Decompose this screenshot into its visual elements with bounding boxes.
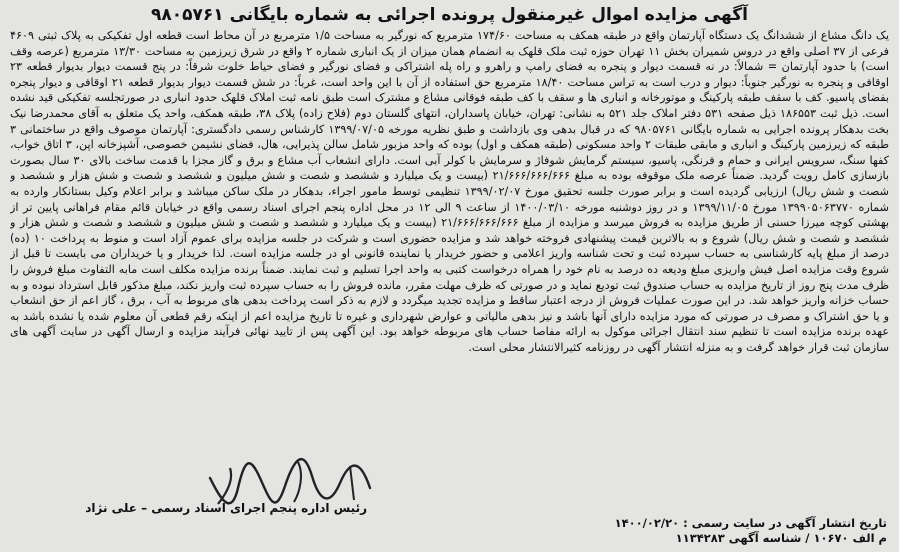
notice-ids: م الف ۱۰۶۷۰ / شناسه آگهی ۱۱۳۴۲۸۳ bbox=[675, 531, 887, 545]
publish-date: تاریخ انتشار آگهی در سایت رسمی : ۱۴۰۰/۰۲/۲۰ bbox=[614, 516, 887, 530]
notice-body: یک دانگ مشاع از ششدانگ یک دستگاه آپارتمان واقع در طبقه همکف به مساحت ۱۷۴/۶۰ مترمربع که نورگیر به مساحت ۱/۵ مترمربع در آن محاط است قطعه اول تفکیکی به پلاک ثبتی ۴۶۰۹ فرعی از ۳۷ اصلی واقع در دروس شمیران بخش ۱۱ تهران حوزه ثبت ملک قلهک به انضمام همان میزان از یک انباری شماره ۲ واقع در شرق زیرزمین به مساحت ۱۳/۳۰ مترمربع (عرصه وقف است) با حدود آپارتمان = شمالاً: در نه قسمت دیوار و پنجره به فضای رامپ و راهرو و راه پله اشتراکی و فضای نورگیر و فضای حیاط خلوت شرقاً: در پنج قسمت دیوار بدیوار قطعه ۲۳ اوقافی و پنجره به نورگیر جنوباً: دیوار و درب است به تراس مساحت ۱۸/۴۰ مترمربع حق استفاده از آن با این واحد است، غرباً: در شش قسمت دیوار بدیوار قطعه ۲۱ اوقافی و دیوار پنجره بفضای پاسیو. کف با سقف طبقه پارکینگ و موتورخانه و انباری ها و سقف با کف طبقه فوقانی مشاع و مشترک است طبق نامه ثبت املاک قلهک حدود انباری در صورتجلسه تفکیکی قید نشده است. ذیل ثبت ۱۸۶۵۵۳ ذیل صفحه ۵۳۱ دفتر املاک جلد ۵۲۱ به نشانی: تهران، خیابان پاسداران، انتهای گلستان دوم (فلاح زاده) پلاک ۳۸، طبقه همکف، واحد یک متعلق به آقای محمدرضا نیک بخت بدهکار پرونده اجرایی به شماره بایگانی ۹۸۰۵۷۶۱ که در قبال بدهی وی بازداشت و طبق نظریه مورخه ۱۳۹۹/۰۷/۰۵ کارشناس رسمی دادگستری: آپارتمان موصوف واقع در ساختمانی ۳ طبقه که زیرزمین پارکینگ و انباری و مابقی طبقات ۲ واحد مسکونی (طبقه همکف و اول) بوده که واحد مزبور شامل سالن پذیرایی، هال، فضای نشیمن خصوصی، آشپزخانه اپن، ۳ اتاق خواب، کفها سنگ، سرویس ایرانی و حمام و فرنگی، پاسیو، سیستم گرمایش شوفاژ و سرمایش با کولر آبی است. دارای انشعاب آب مشاع و برق و گاز مجزا با قدمت ساخت بالای ۳۰ سال بصورت بازسازی کامل رویت گردید. ضمناً عرصه ملک موقوفه بوده به مبلغ ۲۱/۶۶۶/۶۶۶/۶۶۶ (بیست و یک میلیارد و ششصد و شصت و شش میلیون و ششصد و شصت و شش هزار و ششصد و شصت و شش ریال) ارزیابی گردیده است و برابر صورت جلسه تحقیق مورخ ۱۳۹۹/۰۲/۰۷ تنظیمی توسط مامور اجراء، بدهکار در ملک ساکن میباشد و برابر اعلام وکیل بستانکار وارده به شماره ۱۳۹۹۰۵۰۶۳۷۷۰ مورخ ۱۳۹۹/۱۱/۰۵ و در روز دوشنبه مورخه ۱۴۰۰/۰۳/۱۰ از ساعت ۹ الی ۱۲ در محل اداره پنجم اجرای اسناد رسمی واقع در خیابان قائم مقام فراهانی پایین تر از بهشتی کوچه میرزا حسنی از طریق مزایده به فروش میرسد و مزایده از مبلغ ۲۱/۶۶۶/۶۶۶/۶۶۶ (بیست و یک میلیارد و ششصد و شصت و شش میلیون و ششصد و شصت و شش هزار و ششصد و شصت و شش ریال) شروع و به بالاترین قیمت پیشنهادی فروخته خواهد شد و مزایده حضوری است و شرکت در جلسه مزایده برای عموم آزاد است و منوط به پرداخت ۱۰ (ده) درصد از مبلغ پایه کارشناسی به حساب سپرده ثبت و تحت شناسه واریز اعلامی و حضور خریدار یا نماینده قانونی او در جلسه مزایده است. لذا خریدار و یا خریداران می بایست تا قبل از شروع وقت مزایده اصل فیش واریزی مبلغ ودیعه ده درصد به نام خود را همراه درخواست کتبی به واحد اجرا تسلیم و ثبت نمایند. ضمناً برنده مزایده مکلف است مابه التفاوت مبلغ فروش را ظرف مدت پنج روز از تاریخ مزایده به حساب صندوق ثبت تودیع نماید و در صورتی که ظرف مهلت مقرر، مانده فروش را به حساب سپرده ثبت واریز نکند، مبلغ مذکور قابل استرداد نبوده و به حساب خزانه واریز خواهد شد. در این صورت عملیات فروش از درجه اعتبار ساقط و مزایده تجدید میگردد و لازم به ذکر است پرداخت بدهی های مربوط به آب ، برق ، گاز اعم از حق انشعاب و یا حق اشتراک و مصرف در صورتی که مورد مزایده دارای آنها باشد و نیز بدهی مالیاتی و عوارض شهرداری و غیره تا تاریخ مزایده اعم از اینکه رقم قطعی آن معلوم شده یا نشده باشد به عهده برنده مزایده است تا تنظیم سند انتقال اجرائی موکول به ارائه مفاصا حساب های مربوطه خواهد بود. این آگهی پس از تایید نهائی فرآیند مزایده و ارسال آگهی در سایت آگهی های سازمان ثبت قرار خواهد گرفت و به منزله انتشار آگهی در روزنامه کثیرالانتشار محلی است. bbox=[10, 29, 889, 354]
notice-footer bbox=[12, 501, 887, 546]
signer-line: رئیس اداره پنجم اجرای اسناد رسمی – علی نژاد bbox=[85, 501, 367, 515]
notice-title: آگهی مزایده اموال غیرمنقول پرونده اجرائی به شماره بایگانی ۹۸۰۵۷۶۱ bbox=[151, 5, 748, 25]
